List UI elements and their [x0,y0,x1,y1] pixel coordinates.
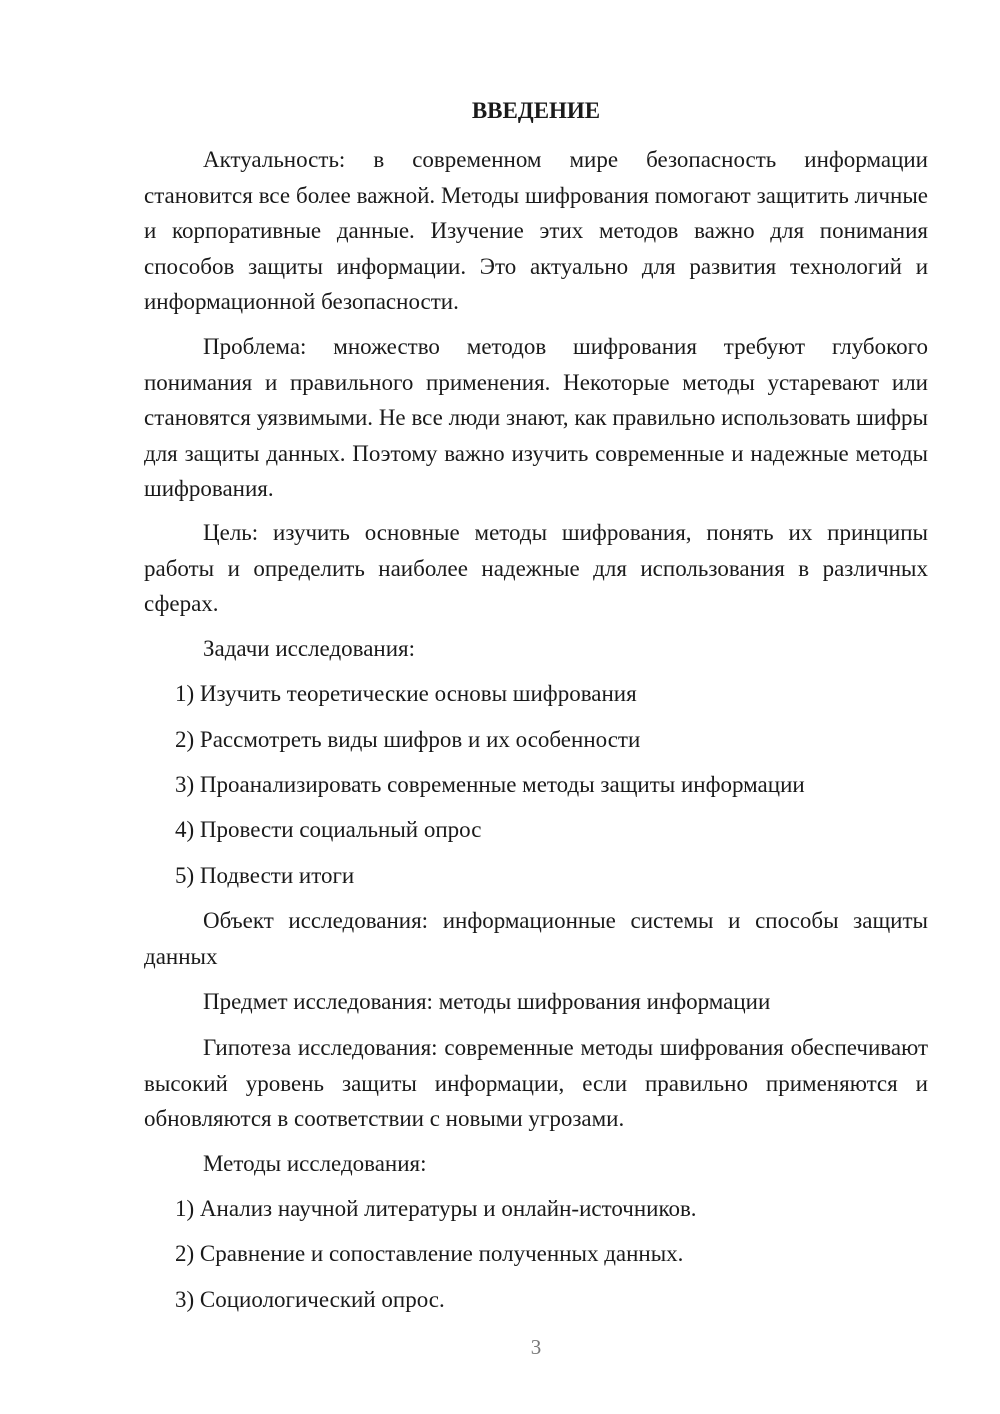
goal-paragraph: Цель: изучить основные методы шифрования, понять их принципы работы и определить наиболее надежные для использования в различных сферах. [144,520,928,616]
page-title: ВВЕДЕНИЕ [471,98,601,123]
hypothesis-paragraph: Гипотеза исследования: современные методы шифрования обеспечивают высокий уровень защиты информации, если правильно применяются и обновляются в соответствии с новыми угрозами. [144,1035,928,1131]
task-item: 3) Проанализировать современные методы защиты информации [175,772,805,797]
method-item: 2) Сравнение и сопоставление полученных данных. [175,1241,684,1266]
task-item: 4) Провести социальный опрос [175,817,482,842]
subject-paragraph: Предмет исследования: методы шифрования информации [203,989,771,1014]
document-page [144,0,928,1414]
task-item: 5) Подвести итоги [175,863,355,888]
problem-paragraph: Проблема: множество методов шифрования требуют глубокого понимания и правильного применения. Некоторые методы устаревают или становятся уязвимыми. Не все люди знают, как правильно использовать шифры для защиты данных. Поэтому важно изучить современные и надежные методы шифрования. [144,334,928,501]
method-item: 3) Социологический опрос. [175,1287,445,1312]
relevance-paragraph: Актуальность: в современном мире безопасность информации становится все более важной. Методы шифрования помогают защитить личные и корпоративные данные. Изучение этих методов важно для понимания способов защиты информации. Это актуально для развития технологий и информационной безопасности. [144,147,928,314]
method-item: 1) Анализ научной литературы и онлайн-источников. [175,1196,697,1221]
task-item: 2) Рассмотреть виды шифров и их особенности [175,727,641,752]
tasks-title: Задачи исследования: [203,636,416,661]
task-item: 1) Изучить теоретические основы шифрования [175,681,637,706]
page-number: 3 [530,1335,542,1359]
object-paragraph: Объект исследования: информационные системы и способы защиты данных [144,908,928,969]
methods-title: Методы исследования: [203,1151,427,1176]
